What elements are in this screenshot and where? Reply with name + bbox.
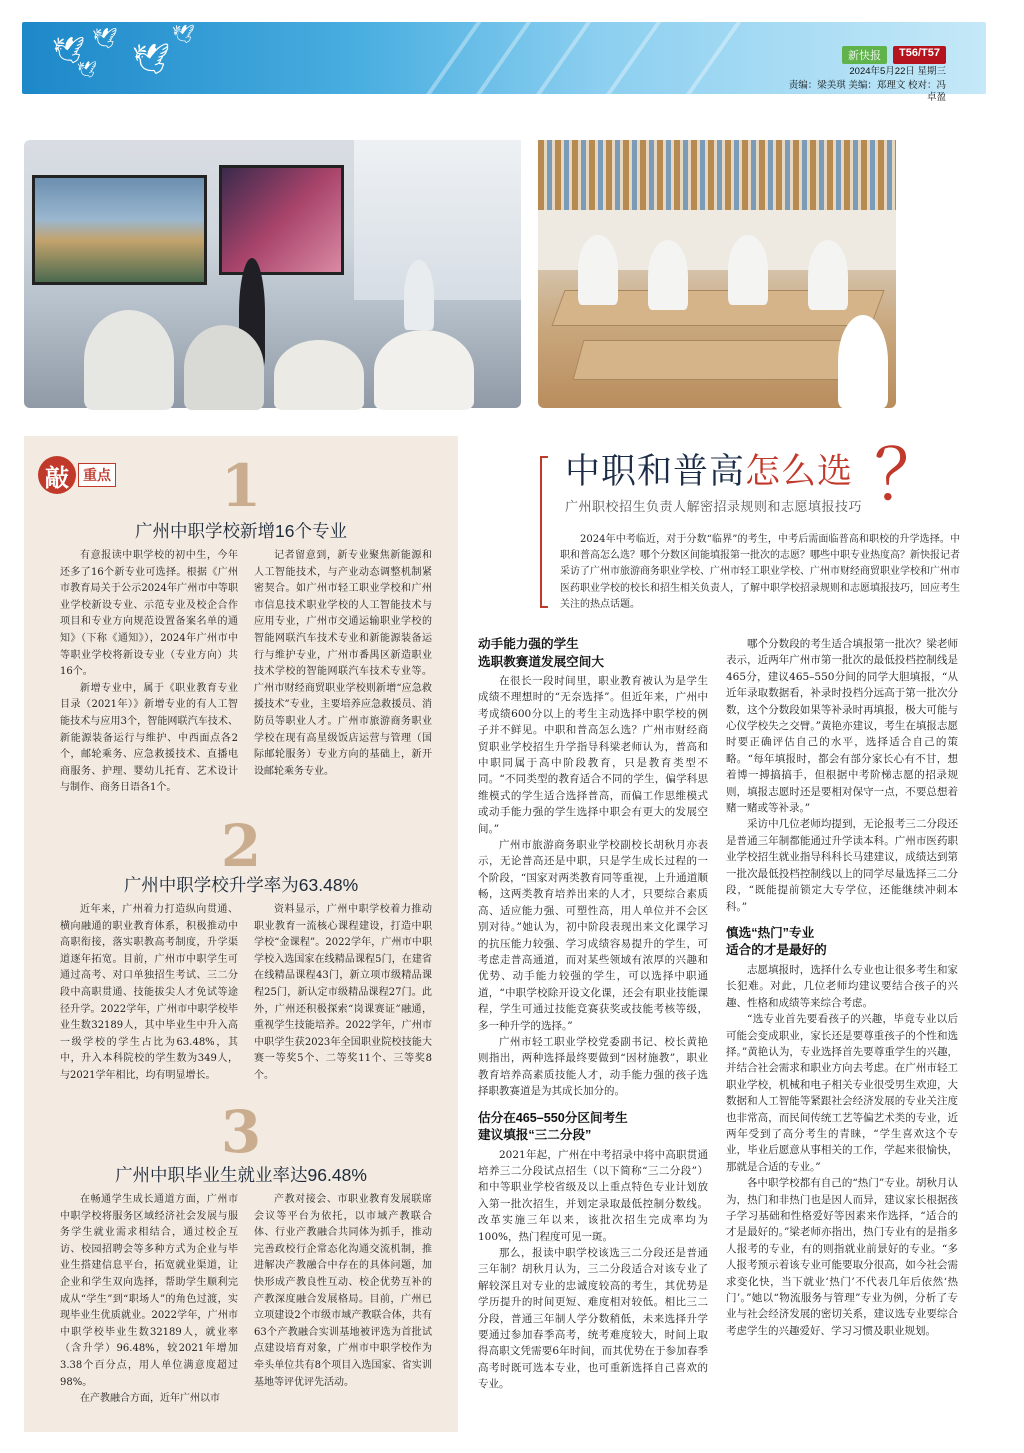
student-figure [728,235,768,305]
light-ray [402,14,486,131]
section-title: 广州中职学校升学率为63.48% [123,875,359,895]
dove-icon: 🕊 [77,60,98,79]
paragraph: 有意报读中职学校的初中生，今年还多了16个新专业可选择。根据《广州市教育局关于公示2024年广州市中等职业学校新设专业、示范专业及校企合作项目和专业方向规范设置备案名单的通知》（下称《通知》），2024年广州市中等职业学校将新设专业（专业方向）共16个。 [60,550,238,678]
subheading [478,1110,708,1145]
paragraph: 近年来，广州着力打造纵向贯通、横向融通的职业教育体系，积极推动中高职衔接，落实职教高考制度，升学渠道逐年拓宽。目前，广州市中职学生可通过高考、对口单独招生考试、三二分段中高职贯通、技能拔尖人才免试等途径升学。2022学年，广州市中职学校毕业生数32189人，其中毕业生中升入高一级学校的学生占比为63.48%，其中，升入本科院校的学生数为349人，与2021学年相比，均有明显增长。 [60,904,238,1081]
staff-credits: 责编：梁美琪 美编：郑理文 校对：冯卓盈 [788,80,946,103]
question-mark-icon: ？ [874,436,944,514]
title-bracket [540,456,548,608]
badge-label: 重点 [78,463,116,487]
section-title: 广州中职学校新增16个专业 [135,521,347,541]
paragraph: 新增专业中，属于《职业教育专业目录（2021年）》新增专业的有人工智能技术与应用3个，智能网联汽车技术、新能源装备运行与维护、中西面点各2个，邮轮乘务、应急救援技术、直播电商服务、护理、婴幼儿托育、艺术设计与制作、商务日语各1个。 [60,682,238,794]
paragraph: 在畅通学生成长通道方面，广州市中职学校将服务区域经济社会发展与服务学生就业需求相结合，通过校企互访、校园招聘会等多种方式为企业与毕业生搭建信息平台，拓宽就业渠道，让企业和学生双向选择，帮助学生顺利完成从“学生”到“职场人”的角色过渡，实现毕业生优质就业。2022学年，广州市中职学校毕业生数32189人，就业率（含升学）96.48%，较2021年增加3.38个百分点，用人单位满意度超过98%。 [60,1194,238,1388]
paragraph: 志愿填报时，选择什么专业也让很多考生和家长犯难。对此，几位老师均建议要结合孩子的兴趣、性格和成绩等来综合考虑。 [726,963,958,1009]
student-figure [838,315,888,408]
section-body [60,548,432,797]
study-desk [573,340,884,380]
paragraph: 记者留意到，新专业聚焦新能源和人工智能技术，与产业动态调整机制紧密契合。如广州市轻工职业学校和广州市信息技术职业学校的人工智能技术与应用专业，广州市交通运输职业学校的智能网联汽车技术专业和新能源装备运行与维护专业，广州市番禺区新造职业技术学校的智能网联汽车技术专业等。广州市财经商贸职业学校则新增“应急救援技术”专业，主要培养应急救援员、消防员等职业人才。广州市旅游商务职业学校在现有高星级饭店运营与管理（国际邮轮服务）专业方向的基础上，新开设邮轮乘务专业。 [254,550,432,777]
student-figure [84,310,174,410]
section-number: 1 [220,452,262,520]
article-column-1 [478,636,708,1393]
library-photo [538,140,896,408]
lead-paragraph: 2024年中考临近，对于分数“临界”的考生，中考后需面临普高和职校的升学选择。中职和普高怎么选？哪个分数区间能填报第一批次的志愿？哪些中职专业热度高？新快报记者采访了广州市旅游商务职业学校、广州市轻工职业学校、广州市财经商贸职业学校和广州市医药职业学校的校长和招生相关负责人，了解中职学校招录规则和志愿填报技巧，回应考生关注的热点话题。 [560,534,960,610]
text-column [254,1192,432,1408]
section-number: 2 [220,812,262,880]
subheading-line: 选职教赛道发展空间大 [478,654,604,669]
header-meta [786,46,946,104]
page-title [565,452,853,492]
dove-icon: 🕊 [132,42,171,77]
text-column [254,548,432,797]
display-screen [219,165,344,275]
student-figure [374,330,474,410]
article-column-2 [726,636,958,1339]
paragraph: 在很长一段时间里，职业教育被认为是学生成绩不理想时的“无奈选择”。但近年来，广州中考成绩600分以上的考生主动选择中职学校的例子并不鲜见。中职和普高怎么选？广州市财经商贸职业学校招生升学指导科梁老师认为，普高和中职同属于高中阶段教育，只是教育类型不同。“不同类型的教育适合不同的学生，偏学科思维模式的学生适合选择普高，而偏工作思维模式或动手能力强的学生选择中职会有更大的发展空间。” [478,675,708,835]
subheading [478,636,708,671]
classroom-wall [354,140,521,300]
classroom-photo [24,140,521,408]
light-ray [662,14,746,131]
paragraph: 那么，报读中职学校该选三二分段还是普通三年制？胡秋月认为，三二分段适合对该专业了解较深且对专业的忠诚度较高的考生，其优势是学历提升的时间更短、难度相对较低。相比三二分段，普通三年制人学分数稍低，未来选择升学要通过参加春季高考，统考难度较大，时间上取得高职文凭需要6年时间，而其优势在于参加春季高考时既可选本专业，也可重新选择自己喜欢的专业。 [478,1247,708,1391]
student-figure [184,325,264,410]
paragraph: 哪个分数段的考生适合填报第一批次？梁老师表示，近两年广州市第一批次的最低投档控制线是465分，建议465–550分间的同学大胆填报，“从近年录取数据看，补录时投档分远高于第一批次分数，这个分数段如果等补录时再填报，极大可能与心仪学校失之交臂。”黄艳亦建议，考生在填报志愿时要正确评估自己的水平，选择适合自己的策略。“每年填报时，都会有部分家长心有不甘，想着博一搏搞搞手，但根据中考阶梯志愿的招录规则，填报志愿时还是要相对保守一点，不要总想着赌一赌或等补录。” [726,638,958,815]
title-main: 中职和普高 [565,452,746,491]
page-number: T56/T57 [893,46,946,64]
text-column [60,548,238,797]
bookshelf [538,140,896,210]
section-title: 广州中职毕业生就业率达96.48% [115,1165,367,1185]
text-column [60,1192,238,1408]
key-points-panel [24,436,458,1432]
header-banner [22,22,986,103]
dove-icon: 🕊 [92,26,118,50]
paragraph: 资料显示，广州中职学校着力推动职业教育一流核心课程建设，打造中职学校“金课程”。2022学年，广州市中职学校入选国家在线精品课程5门，在建省在线精品课程43门，新立项市级精品课程25门，新认定市级精品课程27门。此外，广州还积极探索“岗课赛证”融通，重视学生技能培养。2022学年，广州市中职学生获2023年全国职业院校技能大赛一等奖5个、二等奖11个、三等奖8个。 [254,904,432,1081]
section-number: 3 [220,1098,262,1166]
paragraph: 2021年起，广州在中考招录中将中高职贯通培养三二分段试点招生（以下简称“三二分段”）和中等职业学校省级及以上重点特色专业计划放入第一批次招生，并划定录取最低控制分数线。改革实施三年以来，该批次招生完成率均为100%，热门程度可见一斑。 [478,1148,708,1243]
light-ray [582,14,666,131]
student-figure [274,340,364,410]
badge-char: 敲 [38,456,76,494]
student-figure [648,240,688,310]
section-body [60,1192,432,1408]
subheading-line: 慎选“热门”专业 [726,925,815,940]
student-figure [578,235,618,305]
brand-tag: 新快报 [842,46,887,64]
subheading [726,925,958,960]
paragraph: “选专业首先要看孩子的兴趣，毕竟专业以后可能会变成职业，家长还是要尊重孩子的个性和选择。”黄艳认为，专业选择首先要尊重学生的兴趣，并结合社会需求和职业方向去考虑。在广州市轻工职业学校，机械和电子相关专业很受男生欢迎，大数据和人工智能等紧跟社会经济发展的专业关注度也非常高，而民间传统工艺等偏艺术类的专业，近两年受到了高分考生的青睐，“学生喜欢这个专业，毕业后愿意从事相关的工作，学起来很愉快，那就是合适的专业。” [726,1013,958,1173]
text-column [254,902,432,1085]
paragraph: 广州市旅游商务职业学校副校长胡秋月亦表示，无论普高还是中职，只是学生成长过程的一个阶段，“国家对两类教育同等重视，上升通道顺畅，这两类教育培养出来的人才，只要综合素质高、适应能力强、可塑性高，用人单位并不会区别对待。”她认为，初中阶段表现出来文化课学习的抗压能力较强、学习成绩容易提升的学生，可考虑走普高通道，而对某些领域有浓厚的兴趣和优势、动手能力较强的学生，可以选择中职通道，“中职学校除开设文化课，还会有职业技能课程，学生可通过技能竞赛获奖或技能考核等级，多一种升学的选择。” [478,839,708,1032]
title-accent: 怎么选 [745,452,854,491]
subheading-line: 估分在465–550分区间考生 [478,1110,628,1125]
text-column [60,902,238,1085]
paragraph: 产教对接会、市职业教育发展联席会议等平台为依托，以市域产教联合体、行业产教融合共同体为抓手，推动完善政校行企常态化沟通交流机制，推进解决产教融合中存在的具体问题，加快形成产教良性互动、校企优势互补的产教深度融合发展格局。目前，广州已立项建设2个市级市域产教联合体，共有63个产教融合实训基地被评选为首批试点建设培育对象，广州市中职学校作为牵头单位共有8个项目入选国家、省实训基地等评优评先活动。 [254,1194,432,1388]
dove-icon: 🕊 [52,36,86,66]
dove-icon: 🕊 [172,24,195,45]
paragraph: 广州市轻工职业学校党委副书记、校长黄艳则指出，两种选择最终要做到“因材施教”，职业教育培养高素质技能人才，动手能力强的孩子选择职教赛道是为其成长加分的。 [478,1035,708,1098]
subheading-line: 建议填报“三二分段” [478,1128,592,1143]
student-figure [404,260,434,330]
paragraph: 在产教融合方面，近年广州以市 [80,1393,220,1405]
section-body [60,902,432,1085]
subtitle: 广州职校招生负责人解密招录规则和志愿填报技巧 [565,499,863,514]
subheading-line: 动手能力强的学生 [478,637,579,651]
display-screen [32,175,207,285]
paragraph: 采访中几位老师均提到，无论报考三二分段还是普通三年制都能通过升学读本科。广州市医药职业学校招生就业指导科科长马建建议，成绩达到第一批次最低投档控制线以上的同学尽量选择三二分段，“既能提前锁定大专学位，还能继续冲刺本科。” [726,818,958,913]
issue-date: 2024年5月22日 星期三 [849,66,946,77]
student-figure [808,240,848,310]
subheading-line: 适合的才是最好的 [726,943,827,958]
paragraph: 各中职学校都有自己的“热门”专业。胡秋月认为，热门和非热门也是因人而异，建议家长根据孩子学习基础和性格爱好等因素来作选择，“适合的才是最好的。”梁老师亦指出，热门专业有的是指多人报考的专业，有的则指就业前景好的专业。“多人报考预示着该专业可能要取分很高，如今社会需求变化快，当下就业‘热门’不代表几年后依然‘热门’。”她以“物流服务与管理”专业为例，分析了专业与社会经济发展的密切关系，建议选专业要综合考虑学生的兴趣爱好、学习习惯及职业规划。 [726,1177,958,1337]
